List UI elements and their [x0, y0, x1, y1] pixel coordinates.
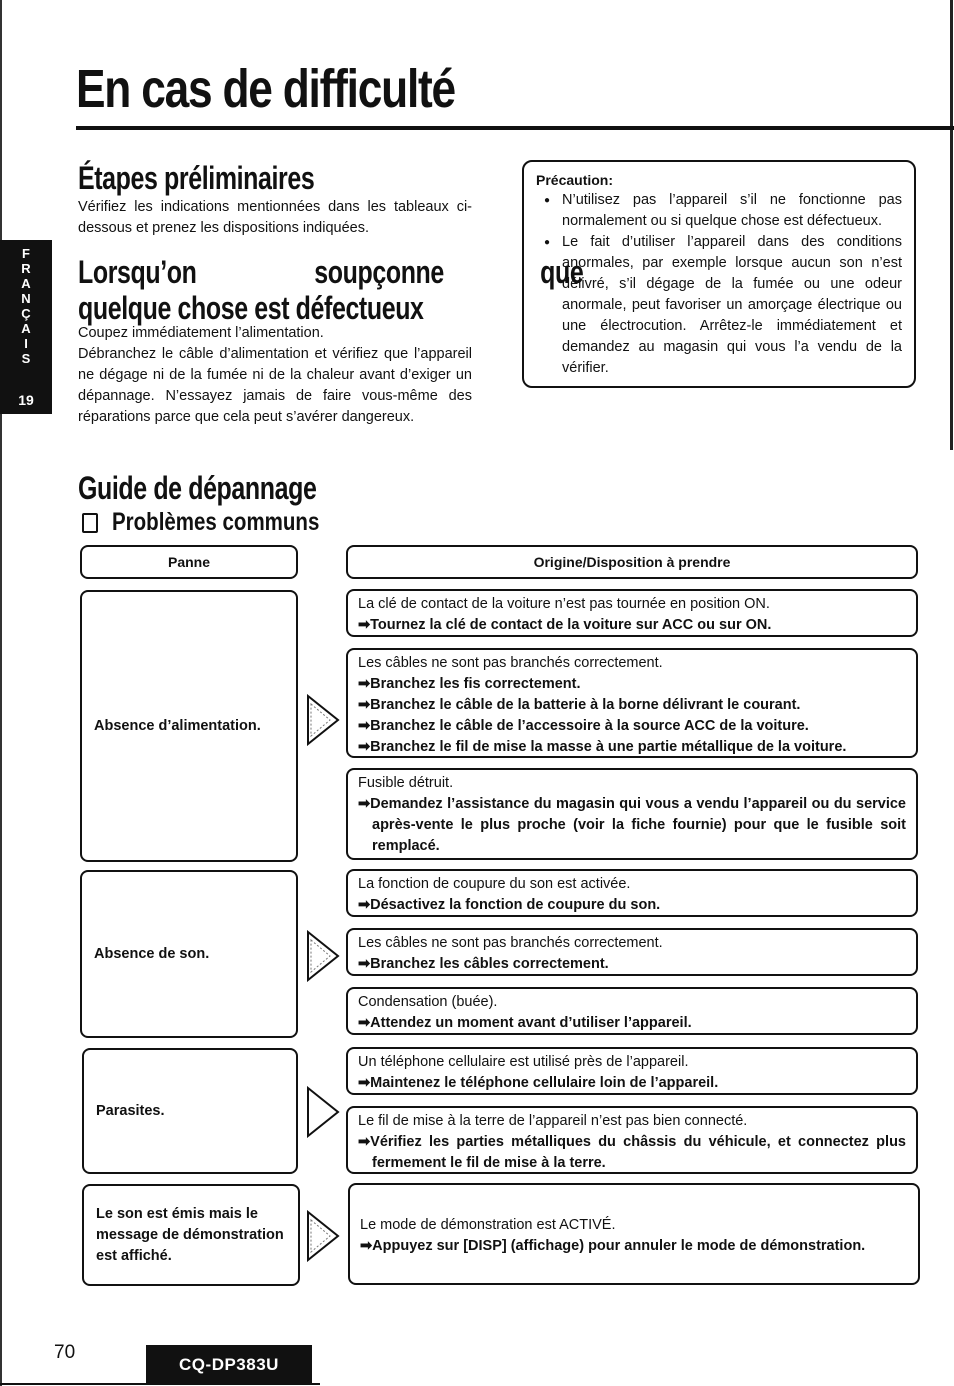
- suspect-text: [78, 323, 472, 428]
- solution-cause: Le fil de mise à la terre de l’appareil n’est pas bien connecté.: [358, 1113, 748, 1129]
- solution-action: ➡Maintenez le téléphone cellulaire loin de l’appareil.: [358, 1075, 719, 1091]
- solution-action: ➡Demandez l’assistance du magasin qui vous a vendu l’appareil ou du service après-vente le plus proche (voir la fiche fournie) pour que le fusible soit remplacé.: [358, 796, 906, 854]
- solution-action: ➡Attendez un moment avant d’utiliser l’appareil.: [358, 1015, 692, 1031]
- solution-box: [346, 1106, 918, 1174]
- problem-label: Parasites.: [96, 1102, 165, 1119]
- solution-box: [346, 869, 918, 917]
- solution-action: ➡Branchez le câble de la batterie à la borne délivrant le courant.: [358, 697, 801, 713]
- page-number: 70: [54, 1342, 76, 1363]
- preliminary-heading: Étapes préliminaires: [78, 160, 315, 196]
- arrow-right-icon: [306, 1210, 340, 1262]
- suspect-heading-word-2: soupçonne: [313, 254, 444, 290]
- solution-action: ➡Branchez le câble de l’accessoire à la source ACC de la voiture.: [358, 718, 809, 734]
- solution-box: [346, 768, 918, 860]
- problem-box: [80, 870, 298, 1038]
- precaution-item: ● N’utilisez pas l’appareil s’il ne fonctionne pas normalement ou si quelque chose est défectueux.: [536, 190, 902, 232]
- troubleshooting-heading: Guide de dépannage: [78, 470, 317, 506]
- problem-box: [82, 1184, 300, 1286]
- problem-label: Absence de son.: [94, 945, 210, 962]
- solution-action: ➡Branchez le fil de mise la masse à une partie métallique de la voiture.: [358, 739, 847, 755]
- bottom-rule: [0, 1383, 320, 1385]
- solution-cause: Les câbles ne sont pas branchés correctement.: [358, 935, 663, 951]
- problem-label: Absence d’alimentation.: [94, 717, 261, 734]
- suspect-text-2: Débranchez le câble d’alimentation et vérifiez que l’appareil ne dégage ni de la fumée ni de la chaleur avant d’exiger un dépannage. N’essayez jamais de faire vous-même des réparations parce que cela peut s’avérer dangereux.: [78, 346, 472, 425]
- precaution-item: ● Le fait d’utiliser l’appareil dans des conditions anormales, par exemple lorsque aucun son n’est délivré, s’il dégage de la fumée ou une odeur anormale, peut favoriser un amorçage électrique ou une électrocution. Arrêtez-le immédiatement et demandez au magasin qui vous l’a vendu de la vérifier.: [536, 232, 902, 379]
- solution-box: [346, 987, 918, 1035]
- page-edge-left: [0, 0, 2, 1386]
- suspect-heading-word-3: que: [539, 254, 583, 290]
- common-problems-label: Problèmes communs: [112, 508, 320, 536]
- page-edge-right: [950, 0, 953, 450]
- page-title: En cas de difficulté: [76, 59, 455, 119]
- solution-cause: Un téléphone cellulaire est utilisé près de l’appareil.: [358, 1054, 689, 1070]
- solution-cause: Les câbles ne sont pas branchés correctement.: [358, 655, 663, 671]
- solution-box: [346, 589, 918, 637]
- language-side-tab: [0, 240, 52, 414]
- solution-action: ➡Désactivez la fonction de coupure du son.: [358, 897, 661, 913]
- column-header-origine: Origine/Disposition à prendre: [346, 545, 918, 579]
- solution-action: ➡Vérifiez les parties métalliques du châssis du véhicule, et connectez plus fermement le fil de mise à la terre.: [358, 1134, 906, 1171]
- problem-box: [82, 1048, 298, 1174]
- suspect-heading-word-1: Lorsqu’on: [78, 254, 197, 290]
- side-tab-letters: F R A N Ç A I S: [21, 246, 31, 366]
- solution-action: ➡Branchez les fis correctement.: [358, 676, 581, 692]
- checkbox-square-icon: [82, 513, 98, 533]
- suspect-heading-line-2: quelque chose est défectueux: [78, 290, 424, 326]
- solution-box: [346, 1047, 918, 1095]
- suspect-heading: [78, 254, 583, 326]
- precaution-box: [522, 160, 916, 388]
- arrow-right-icon: [306, 930, 340, 982]
- suspect-text-1: Coupez immédiatement l’alimentation.: [78, 325, 324, 341]
- preliminary-text: Vérifiez les indications mentionnées dans les tableaux ci-dessous et prenez les dispositions indiquées.: [78, 199, 472, 236]
- side-tab-language: [0, 246, 52, 366]
- title-rule: [76, 126, 954, 130]
- precaution-title: Précaution:: [536, 172, 614, 188]
- solution-cause: La fonction de coupure du son est activée.: [358, 876, 631, 892]
- solution-box: [346, 928, 918, 976]
- solution-cause: Fusible détruit.: [358, 775, 454, 791]
- common-problems-subheading: [78, 508, 365, 537]
- solution-action: ➡Tournez la clé de contact de la voiture sur ACC ou sur ON.: [358, 617, 772, 633]
- side-tab-page: 19: [18, 392, 34, 408]
- arrow-right-icon: [306, 1086, 340, 1138]
- column-header-panne: Panne: [80, 545, 298, 579]
- solution-cause: Condensation (buée).: [358, 994, 498, 1010]
- solution-action: ➡Branchez les câbles correctement.: [358, 956, 609, 972]
- solution-cause: La clé de contact de la voiture n’est pas tournée en position ON.: [358, 596, 770, 612]
- problem-label: Le son est émis mais le message de démonstration est affiché.: [96, 1205, 284, 1264]
- arrow-right-icon: [306, 694, 340, 746]
- solution-cause: Le mode de démonstration est ACTIVÉ.: [360, 1217, 616, 1233]
- solution-action: ➡Appuyez sur [DISP] (affichage) pour annuler le mode de démonstration.: [360, 1238, 866, 1254]
- solution-box: [346, 648, 918, 758]
- model-label: CQ-DP383U: [146, 1345, 312, 1385]
- solution-box: [348, 1183, 920, 1285]
- problem-box: [80, 590, 298, 862]
